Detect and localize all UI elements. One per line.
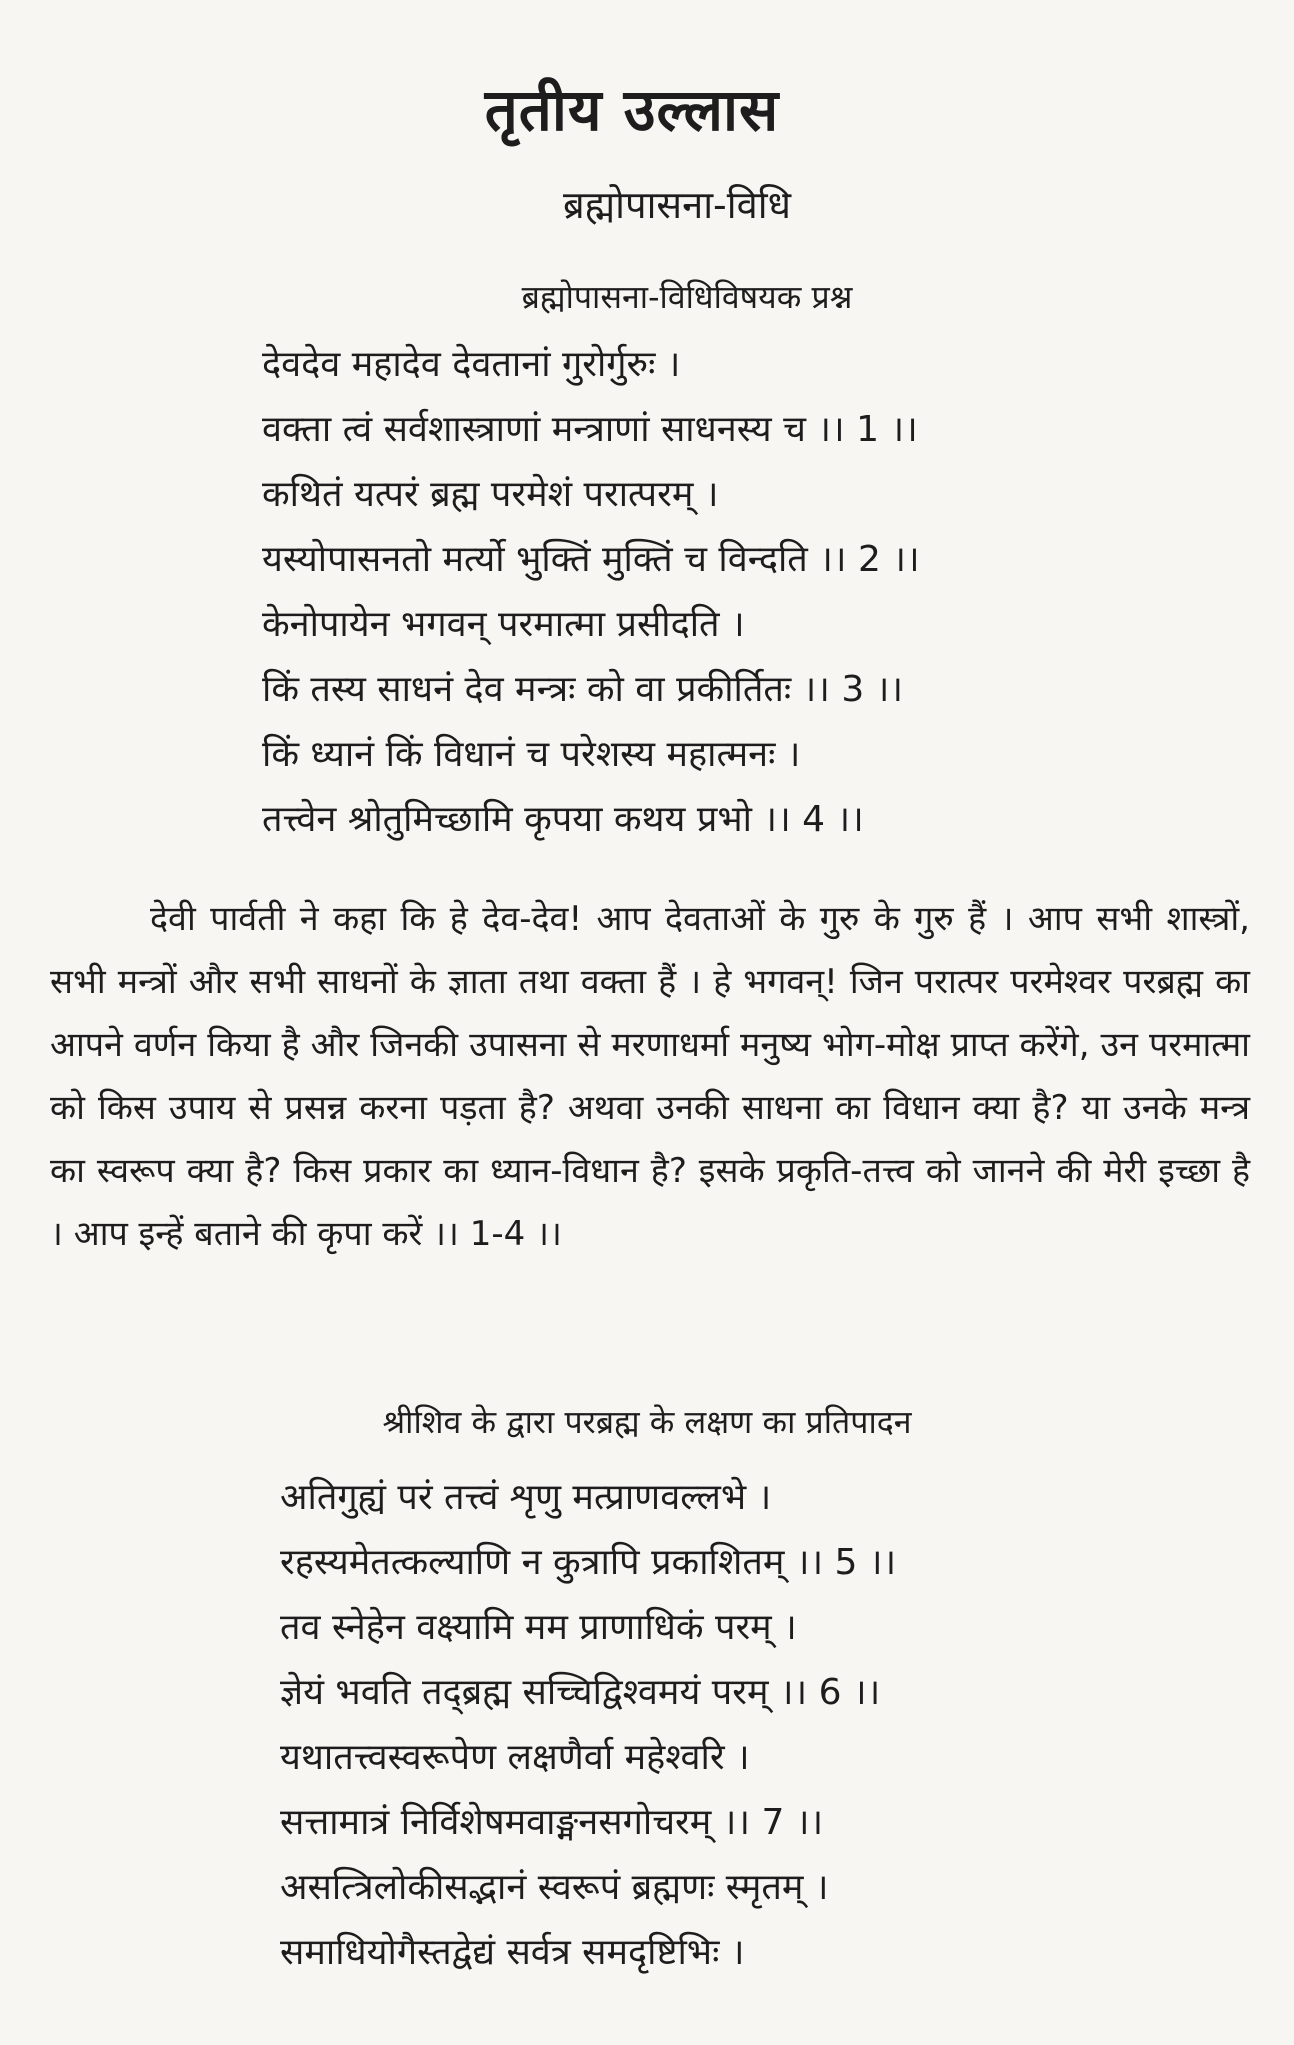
verse-line: यथातत्त्वस्वरूपेण लक्षणैर्वा महेश्वरि । <box>280 1737 750 1778</box>
verse-line: रहस्यमेतत्कल्याणि न कुत्रापि प्रकाशितम् ।। 5 ।। <box>280 1542 897 1583</box>
verse-line: असत्त्रिलोकीसद्भानं स्वरूपं ब्रह्मणः स्मृतम् । <box>280 1867 829 1908</box>
verse-line: अतिगुह्यं परं तत्त्वं शृणु मत्प्राणवल्लभे । <box>280 1477 772 1518</box>
verse-line: किं ध्यानं किं विधानं च परेशस्य महात्मनः । <box>262 734 801 775</box>
verse-line: यस्योपासनतो मर्त्यो भुक्तिं मुक्तिं च विन्दति ।। 2 ।। <box>262 539 920 580</box>
subheading-questions-text: ब्रह्मोपासना-विधिविषयक प्रश्न <box>521 278 853 316</box>
verse-line: सत्तामात्रं निर्विशेषमवाङ्मनसगोचरम् ।। 7 ।। <box>280 1802 824 1843</box>
verse-line: ज्ञेयं भवति तद्ब्रह्म सच्चिद्विश्वमयं परम् ।। 6 ।। <box>280 1672 881 1713</box>
chapter-title <box>0 68 1294 147</box>
section-title <box>0 178 1294 230</box>
chapter-title-text: तृतीय उल्लास <box>484 76 780 144</box>
verse-line: तत्त्वेन श्रोतुमिच्छामि कृपया कथय प्रभो ।। 4 ।। <box>262 799 864 840</box>
verse-line: कथितं यत्परं ब्रह्म परमेशं परात्परम् । <box>262 474 719 515</box>
verse-line: देवदेव महादेव देवतानां गुरोर्गुरुः । <box>262 344 681 385</box>
translation-paragraph: देवी पार्वती ने कहा कि हे देव-देव! आप देवताओं के गुरु के गुरु हैं । आप सभी शास्त्रों, सभी मन्त्रों और सभी साधनों के ज्ञाता तथा वक्ता हैं । हे भगवन्! जिन परात्पर परमेश्वर परब्रह्म का आपने वर्णन किया है और जिनकी उपासना से मरणाधर्मा मनुष्य भोग-मोक्ष प्राप्त करेंगे, उन परमात्मा को किस उपाय से प्रसन्न करना पड़ता है? अथवा उनकी साधना का विधान क्या है? या उनके मन्त्र का स्वरूप क्या है? किस प्रकार का ध्यान-विधान है? इसके प्रकृति-तत्त्व को जानने की मेरी इच्छा है । आप इन्हें बताने की कृपा करें ।। 1-4 ।। <box>50 899 1250 1254</box>
section-title-text: ब्रह्मोपासना-विधि <box>563 183 791 227</box>
verse-line: तव स्नेहेन वक्ष्यामि मम प्राणाधिकं परम् । <box>280 1607 797 1648</box>
subheading-questions <box>0 275 1294 318</box>
verse-line: समाधियोगैस्तद्वेद्यं सर्वत्र समदृष्टिभिः । <box>280 1932 745 1973</box>
subheading-definition-text: श्रीशिव के द्वारा परब्रह्म के लक्षण का प्रतिपादन <box>382 1403 912 1441</box>
verse-line: केनोपायेन भगवन् परमात्मा प्रसीदति । <box>262 604 745 645</box>
verse-line: वक्ता त्वं सर्वशास्त्राणां मन्त्राणां साधनस्य च ।। 1 ।। <box>262 409 918 450</box>
verse-line: किं तस्य साधनं देव मन्त्रः को वा प्रकीर्तितः ।। 3 ।। <box>262 669 903 710</box>
subheading-definition <box>0 1400 1294 1443</box>
